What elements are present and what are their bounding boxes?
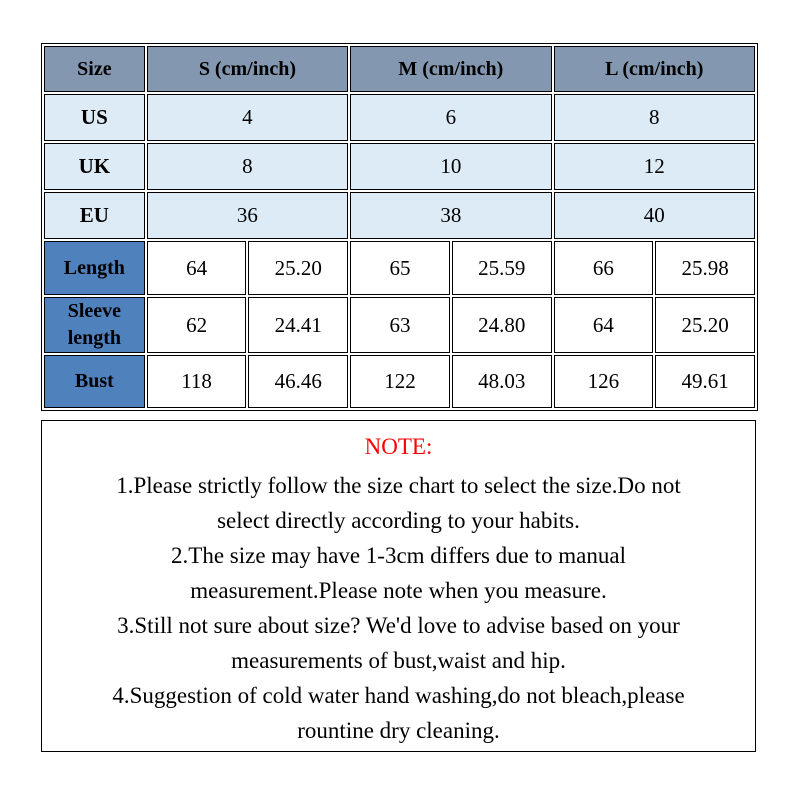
table-cell: 24.80 [452, 297, 552, 353]
table-cell: 46.46 [248, 355, 348, 408]
note-line: measurements of bust,waist and hip. [231, 648, 566, 673]
table-cell: 8 [147, 143, 348, 190]
row-label-eu: EU [44, 192, 145, 239]
row-label-uk: UK [44, 143, 145, 190]
table-cell: 8 [554, 94, 755, 141]
note-line: 3.Still not sure about size? We'd love to advise based on your [117, 613, 680, 638]
table-cell: 38 [350, 192, 551, 239]
note-line: measurement.Please note when you measure. [190, 578, 607, 603]
size-chart-table [41, 43, 758, 411]
row-label-length [44, 241, 145, 295]
table-cell: 63 [350, 297, 450, 353]
note-line: select directly according to your habits. [217, 508, 580, 533]
table-cell: 24.41 [248, 297, 348, 353]
table-cell: 25.98 [655, 241, 755, 295]
note-line: 2.The size may have 1-3cm differs due to manual [171, 543, 626, 568]
region-row-eu [44, 192, 755, 239]
note-title: NOTE: [364, 434, 433, 459]
note-line: 1.Please strictly follow the size chart to select the size.Do not [116, 473, 681, 498]
row-label-line: Sleeve [67, 300, 122, 322]
measure-row-sleeve-length [44, 297, 755, 353]
table-cell: 122 [350, 355, 450, 408]
table-cell: 6 [350, 94, 551, 141]
table-cell: 40 [554, 192, 755, 239]
header-l: L (cm/inch) [554, 46, 755, 92]
table-cell: 64 [554, 297, 654, 353]
measure-row-bust [44, 355, 755, 408]
table-cell: 64 [147, 241, 247, 295]
table-cell: 49.61 [655, 355, 755, 408]
table-cell: 118 [147, 355, 247, 408]
row-label-sleeve-length [44, 297, 145, 353]
table-cell: 65 [350, 241, 450, 295]
header-s: S (cm/inch) [147, 46, 348, 92]
table-cell: 10 [350, 143, 551, 190]
row-label-line: Bust [74, 370, 114, 392]
table-cell: 126 [554, 355, 654, 408]
table-cell: 25.59 [452, 241, 552, 295]
region-row-uk [44, 143, 755, 190]
table-cell: 48.03 [452, 355, 552, 408]
note-line: rountine dry cleaning. [297, 718, 500, 743]
table-cell: 62 [147, 297, 247, 353]
note-box [41, 420, 756, 752]
header-row [44, 46, 755, 92]
row-label-bust [44, 355, 145, 408]
row-label-us: US [44, 94, 145, 141]
note-line: 4.Suggestion of cold water hand washing,do not bleach,please [112, 683, 685, 708]
header-m: M (cm/inch) [350, 46, 551, 92]
table-cell: 12 [554, 143, 755, 190]
row-label-line: length [67, 327, 122, 349]
table-cell: 66 [554, 241, 654, 295]
region-row-us [44, 94, 755, 141]
table-cell: 25.20 [248, 241, 348, 295]
header-size: Size [44, 46, 145, 92]
table-cell: 36 [147, 192, 348, 239]
row-label-line: Length [63, 256, 125, 279]
table-cell: 4 [147, 94, 348, 141]
measure-row-length [44, 241, 755, 295]
table-cell: 25.20 [655, 297, 755, 353]
